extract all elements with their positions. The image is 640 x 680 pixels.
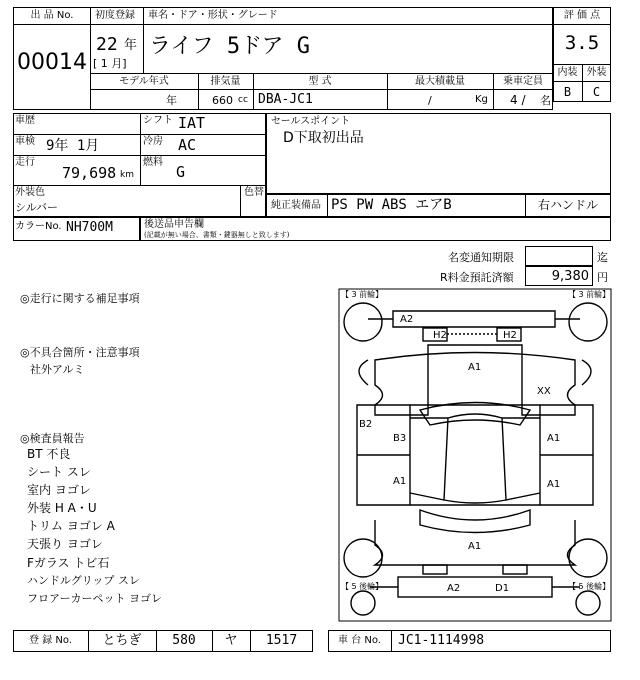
tire-label-fl: 【 3 前輪】 [341, 290, 384, 299]
fuel-value: G [176, 163, 186, 181]
recycle-label: R料金預託済額 [440, 271, 514, 284]
chassis-value: JC1-1114998 [398, 633, 485, 648]
plate-kana: ヤ [224, 633, 238, 648]
tire-label-rr: 【 5 後輪】 [568, 582, 611, 591]
defect-notes-label: ◎不具合箇所・注意事項 [20, 346, 140, 359]
driving-notes-label: ◎走行に関する補足事項 [20, 292, 140, 305]
car-name-label: 車名・ドア・形状・グレード [148, 10, 278, 21]
recycle-unit: 円 [597, 271, 608, 284]
inspector-item: トリム ヨゴレ A [27, 519, 115, 533]
inspector-item: シート スレ [27, 465, 91, 479]
inspection-label: 車検 [15, 136, 35, 147]
rating-value: 3.5 [564, 32, 600, 54]
max-load-sep: / [428, 94, 432, 107]
equipment-label: 純正装備品 [271, 200, 321, 211]
first-reg-month: [ 1 月] [93, 57, 127, 70]
damage-mark: A1 [468, 362, 482, 373]
damage-mark: B3 [393, 433, 407, 444]
sales-point-value: D下取初出品 [283, 130, 364, 146]
damage-mark: B2 [359, 419, 373, 430]
chassis-label: 車 台 No. [338, 635, 381, 646]
capacity-label: 乗車定員 [503, 76, 543, 87]
interior-label: 内装 [557, 67, 578, 78]
exterior-grade: C [592, 85, 601, 99]
damage-mark: H2 [433, 330, 447, 341]
max-load-unit: Kg [475, 94, 488, 105]
lot-no-label: 出 品 No. [30, 10, 74, 21]
exterior-label: 外装 [586, 67, 607, 78]
mileage-label: 走行 [15, 157, 35, 168]
tire-label-rl: 【 5 後輪】 [341, 582, 384, 591]
fuel-label: 燃料 [143, 157, 163, 168]
type-label: 型 式 [308, 76, 332, 87]
rating-label: 評 価 点 [563, 10, 601, 21]
color-label: 外装色 [15, 187, 45, 198]
inspector-item: Fガラス トビ石 [27, 556, 110, 570]
name-change-unit: 迄 [597, 251, 608, 264]
model-year-label: モデル年式 [119, 76, 169, 87]
mileage-unit: km [120, 170, 134, 180]
interior-grade: B [563, 85, 572, 99]
inspector-item: フロアーカーペット ヨゴレ [27, 592, 162, 605]
defect-item: 社外アルミ [30, 363, 85, 376]
plate-label: 登 録 No. [29, 635, 72, 646]
type-value: DBA-JC1 [258, 92, 313, 107]
capacity-value: 4 / [510, 93, 526, 107]
ac-value: AC [178, 136, 197, 154]
plate-class: 580 [172, 633, 196, 648]
plate-region: とちぎ [102, 633, 142, 648]
plate-number: 1517 [265, 633, 298, 648]
mileage-value: 79,698 [62, 164, 117, 182]
equipment-value: PS PW ABS エアB [331, 197, 452, 213]
first-reg-label: 初度登録 [95, 10, 135, 21]
lot-no: 00014 [17, 50, 87, 75]
aftermarket-label: 後送品申告欄 [144, 219, 204, 230]
history-label: 車歴 [15, 115, 35, 126]
displacement-unit: cc [238, 95, 248, 105]
recycle-value: 9,380 [551, 269, 589, 284]
name-change-value-box [525, 246, 593, 266]
tire-label-fr: 【 3 前輪】 [568, 290, 611, 299]
aftermarket-note: (記載が無い場合、書類・鍵器無しと致します) [144, 231, 290, 239]
steering-value: 右ハンドル [537, 198, 598, 212]
damage-mark: A1 [393, 476, 407, 487]
displacement-label: 排気量 [210, 76, 241, 87]
name-change-label: 名変通知期限 [448, 251, 514, 264]
inspector-item: 外装 H A・U [27, 501, 97, 515]
color-change-label: 色替 [244, 187, 264, 198]
displacement-value: 660 [212, 94, 233, 107]
damage-mark: XX [537, 386, 551, 397]
shift-value: IAT [178, 114, 206, 132]
ac-label: 冷房 [143, 136, 163, 147]
damage-mark: A1 [547, 433, 561, 444]
shift-label: シフト [143, 115, 173, 126]
inspector-item: 室内 ヨゴレ [27, 483, 91, 497]
inspection-value: 9年 1月 [46, 138, 100, 154]
car-name: ライフ 5ドア G [149, 34, 311, 59]
capacity-unit: 名 [540, 94, 551, 107]
color-no-label: カラーNo. [15, 221, 62, 232]
sales-point-label: セールスポイント [271, 116, 351, 127]
max-load-label: 最大積載量 [415, 76, 465, 87]
inspector-report-label: ◎検査員報告 [20, 432, 85, 445]
color-no-value: NH700M [66, 220, 113, 235]
damage-mark: A2 [400, 314, 414, 325]
inspector-item: 天張り ヨゴレ [27, 537, 103, 551]
first-reg-year-unit: 年 [124, 38, 138, 53]
inspector-item: ハンドルグリップ スレ [27, 574, 140, 587]
color-value: シルバー [15, 201, 58, 214]
model-year-unit: 年 [166, 94, 177, 107]
damage-mark: A2 [447, 583, 461, 594]
first-reg-year: 22 [96, 34, 118, 55]
damage-mark: D1 [495, 583, 510, 594]
car-damage-diagram [338, 288, 612, 622]
damage-mark: A1 [547, 479, 561, 490]
damage-mark: A1 [468, 541, 482, 552]
inspector-item: BT 不良 [27, 447, 71, 461]
damage-mark: H2 [503, 330, 517, 341]
